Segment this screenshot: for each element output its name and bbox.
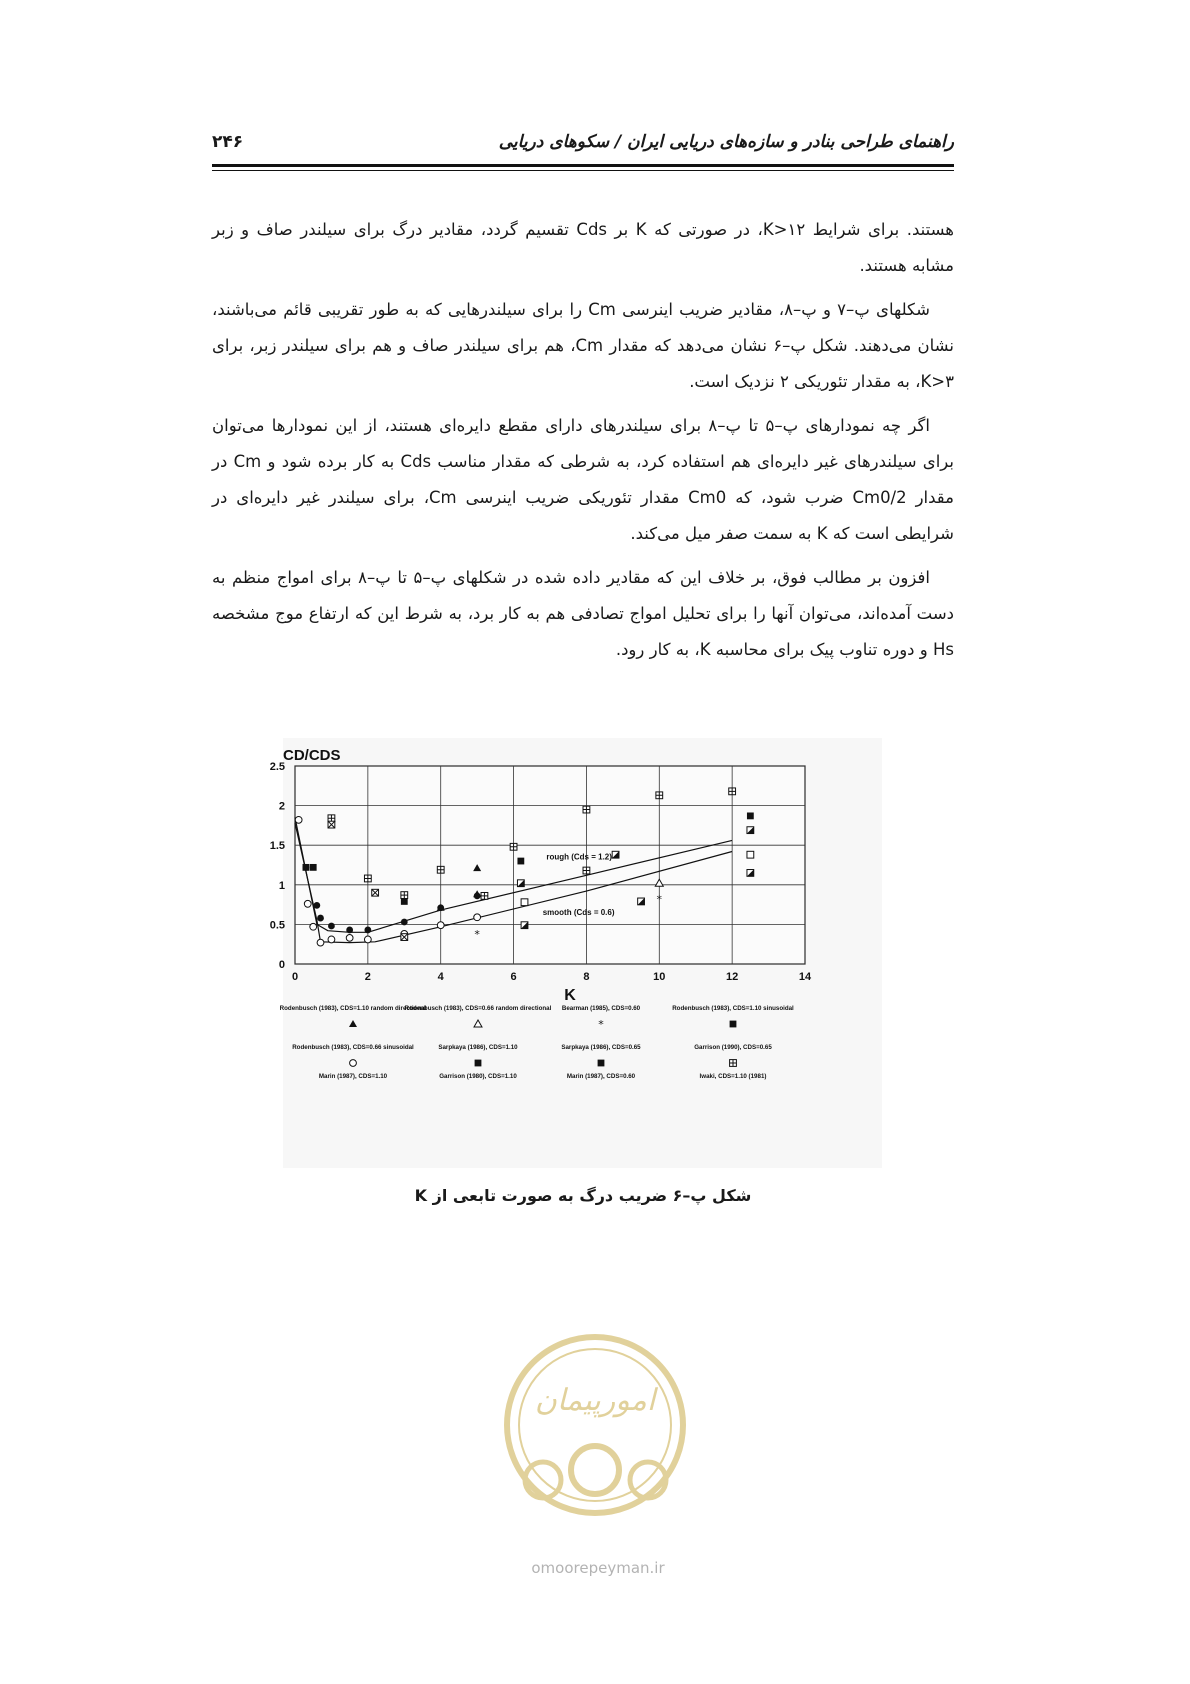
paragraph: اگر چه نمودارهای پ–۵ تا پ–۸ برای سیلندرهای دارای مقطع دایره‌ای هستند، از این نمودارها می‌توان برای سیلندرهای غیر دایره‌ای هم استفاده کرد، به شرطی که مقدار مناسب Cds به کار برده شود و Cm در مقدار Cm0/2 ضرب شود، که Cm0 مقدار تئوریکی ضریب اینرسی Cm، برای سیلندر غیر دایره‌ای در شرایطی است که K به سمت صفر میل می‌کند. xyxy=(212,416,954,543)
data-point-boxed-plus xyxy=(401,892,408,899)
data-point-filled-circle xyxy=(317,915,324,922)
data-point-filled-square xyxy=(747,812,754,819)
watermark-url: omoorepeyman.ir xyxy=(531,1559,665,1577)
data-point-open-square xyxy=(747,851,754,858)
data-point-filled-circle xyxy=(346,927,353,934)
data-point-open-circle xyxy=(317,939,324,946)
watermark-logo xyxy=(488,1330,703,1580)
data-point-boxed-x xyxy=(328,821,335,828)
data-point-boxed-plus xyxy=(583,867,590,874)
x-tick-label: 14 xyxy=(798,971,812,983)
data-point-open-circle xyxy=(364,936,371,943)
legend-entry: Marin (1987), CDS=1.10 xyxy=(318,1073,388,1080)
curve-annotation: smooth (Cds = 0.6) xyxy=(542,907,615,917)
figure-caption: شکل پ–۶ ضریب درگ به صورت تابعی از K xyxy=(414,1186,752,1205)
data-point-open-circle xyxy=(437,922,444,929)
data-point-boxed-plus xyxy=(510,843,517,850)
legend-entry: Iwaki, CDS=1.10 (1981) xyxy=(699,1073,767,1080)
legend-entry: Marin (1987), CDS=0.60 xyxy=(566,1073,636,1080)
x-tick-label: 6 xyxy=(510,971,517,983)
data-point-filled-square xyxy=(303,864,310,871)
data-point-half-square xyxy=(517,880,524,887)
data-point-star: * xyxy=(474,927,480,941)
y-tick-label: 0.5 xyxy=(269,919,285,932)
legend-entry: Sarpkaya (1986), CDS=1.10 xyxy=(438,1044,518,1051)
data-point-half-square xyxy=(521,922,528,929)
header-rule-thick xyxy=(212,164,954,167)
data-point-open-circle xyxy=(304,900,311,907)
x-tick-label: 2 xyxy=(364,971,371,983)
data-point-open-circle xyxy=(474,914,481,921)
data-point-filled-circle xyxy=(328,923,335,930)
data-point-star: * xyxy=(656,893,663,907)
data-point-boxed-plus xyxy=(730,1060,737,1067)
data-point-open-circle xyxy=(346,934,353,941)
logo-ring xyxy=(507,1337,683,1513)
data-point-filled-circle xyxy=(313,902,320,909)
legend-entry: Rodenbusch (1983), CDS=1.10 sinusoidal xyxy=(672,1005,794,1012)
y-axis-label: CD/CDS xyxy=(283,747,341,764)
figure-drag-coefficient xyxy=(269,738,882,1168)
y-tick-label: 0 xyxy=(278,959,285,971)
data-point-open-circle xyxy=(295,816,302,823)
data-point-half-square xyxy=(747,870,754,877)
paragraph: هستند. برای شرایط K>۱۲، در صورتی که K بر Cds تقسیم گردد، مقادیر درگ برای سیلندر صاف و زبر مشابه هستند. xyxy=(212,220,954,275)
y-tick-label: 2 xyxy=(278,800,285,813)
legend-entry: Bearman (1985), CDS=0.60 xyxy=(561,1005,641,1012)
y-tick-label: 1 xyxy=(278,879,285,892)
data-point-filled-circle xyxy=(401,919,408,926)
data-point-open-circle xyxy=(350,1060,357,1067)
data-point-boxed-plus xyxy=(583,806,590,813)
y-tick-label: 2.5 xyxy=(269,761,285,773)
y-tick-label: 1.5 xyxy=(269,840,285,853)
data-point-boxed-plus xyxy=(729,788,736,795)
data-point-filled-square xyxy=(598,1060,605,1067)
data-point-filled-square xyxy=(310,864,317,871)
data-point-open-circle xyxy=(310,923,317,930)
data-point-filled-square xyxy=(475,1060,482,1067)
header-rule-thin xyxy=(212,170,954,171)
legend-entry: Sarpkaya (1986), CDS=0.65 xyxy=(561,1044,641,1051)
running-header-title: راهنمای طراحی بنادر و سازه‌های دریایی ایران / سکوهای دریایی xyxy=(498,132,954,152)
data-point-star: * xyxy=(598,1018,604,1031)
data-point-filled-triangle xyxy=(349,1020,357,1027)
data-point-open-square xyxy=(521,899,528,906)
logo-inner-ring xyxy=(519,1349,671,1501)
legend-entry: Garrison (1990), CDS=0.65 xyxy=(694,1044,772,1051)
data-point-filled-square xyxy=(517,858,524,865)
x-tick-label: 0 xyxy=(291,971,299,983)
data-point-half-square xyxy=(638,898,645,905)
x-tick-label: 10 xyxy=(653,971,666,983)
data-point-boxed-x xyxy=(372,889,379,896)
watermark xyxy=(488,1330,703,1580)
data-point-half-square xyxy=(747,827,754,834)
data-point-boxed-x xyxy=(401,934,408,941)
data-point-open-triangle xyxy=(474,1020,482,1027)
x-tick-label: 4 xyxy=(437,971,444,983)
x-axis-label: K xyxy=(564,987,576,1004)
data-point-filled-square xyxy=(730,1021,737,1028)
data-point-boxed-plus xyxy=(656,792,663,799)
gear-icon xyxy=(571,1446,619,1494)
legend-entry: Rodenbusch (1983), CDS=0.66 sinusoidal xyxy=(292,1044,414,1051)
data-point-filled-square xyxy=(401,898,408,905)
legend-entry: Rodenbusch (1983), CDS=0.66 random directional xyxy=(404,1005,552,1012)
data-point-open-circle xyxy=(328,936,335,943)
drag-coefficient-chart xyxy=(269,738,882,1168)
paragraph: شکلهای پ–۷ و پ–۸، مقادیر ضریب اینرسی Cm را برای سیلندرهایی که به طور تقریبی قائم می‌باشند، نشان می‌دهند. شکل پ–۶ نشان می‌دهد که مقدار Cm، هم برای سیلندر صاف و هم برای سیلندر زبر، برای K>۳، به مقدار تئوریکی ۲ نزدیک است. xyxy=(212,300,954,391)
data-point-boxed-plus xyxy=(364,875,371,882)
page-number: ۲۴۶ xyxy=(212,132,244,152)
body-text xyxy=(212,212,954,668)
logo-calligraphy: امورپیمان xyxy=(534,1383,656,1418)
curve-annotation: rough (Cds = 1.2) xyxy=(546,852,612,862)
legend-entry: Rodenbusch (1983), CDS=1.10 random directional xyxy=(279,1005,427,1012)
data-point-boxed-plus xyxy=(481,892,488,899)
data-point-boxed-plus xyxy=(437,866,444,873)
legend-entry: Garrison (1980), CDS=1.10 xyxy=(439,1073,517,1080)
plot-frame xyxy=(295,766,805,964)
running-header xyxy=(212,128,954,164)
data-point-filled-circle xyxy=(364,927,371,934)
x-tick-label: 12 xyxy=(726,971,739,983)
x-tick-label: 8 xyxy=(583,971,590,983)
data-point-boxed-plus xyxy=(328,815,335,822)
data-point-half-square xyxy=(612,851,619,858)
paragraph: افزون بر مطالب فوق، بر خلاف این که مقادیر داده شده در شکلهای پ–۵ تا پ–۸ برای امواج منظم به دست آمده‌اند، می‌توان آنها را برای تحلیل امواج تصادفی هم به کار برد، به شرط این که ارتفاع موج مشخصه Hs و دوره تناوب پیک برای محاسبه K، به کار رود. xyxy=(212,568,954,659)
